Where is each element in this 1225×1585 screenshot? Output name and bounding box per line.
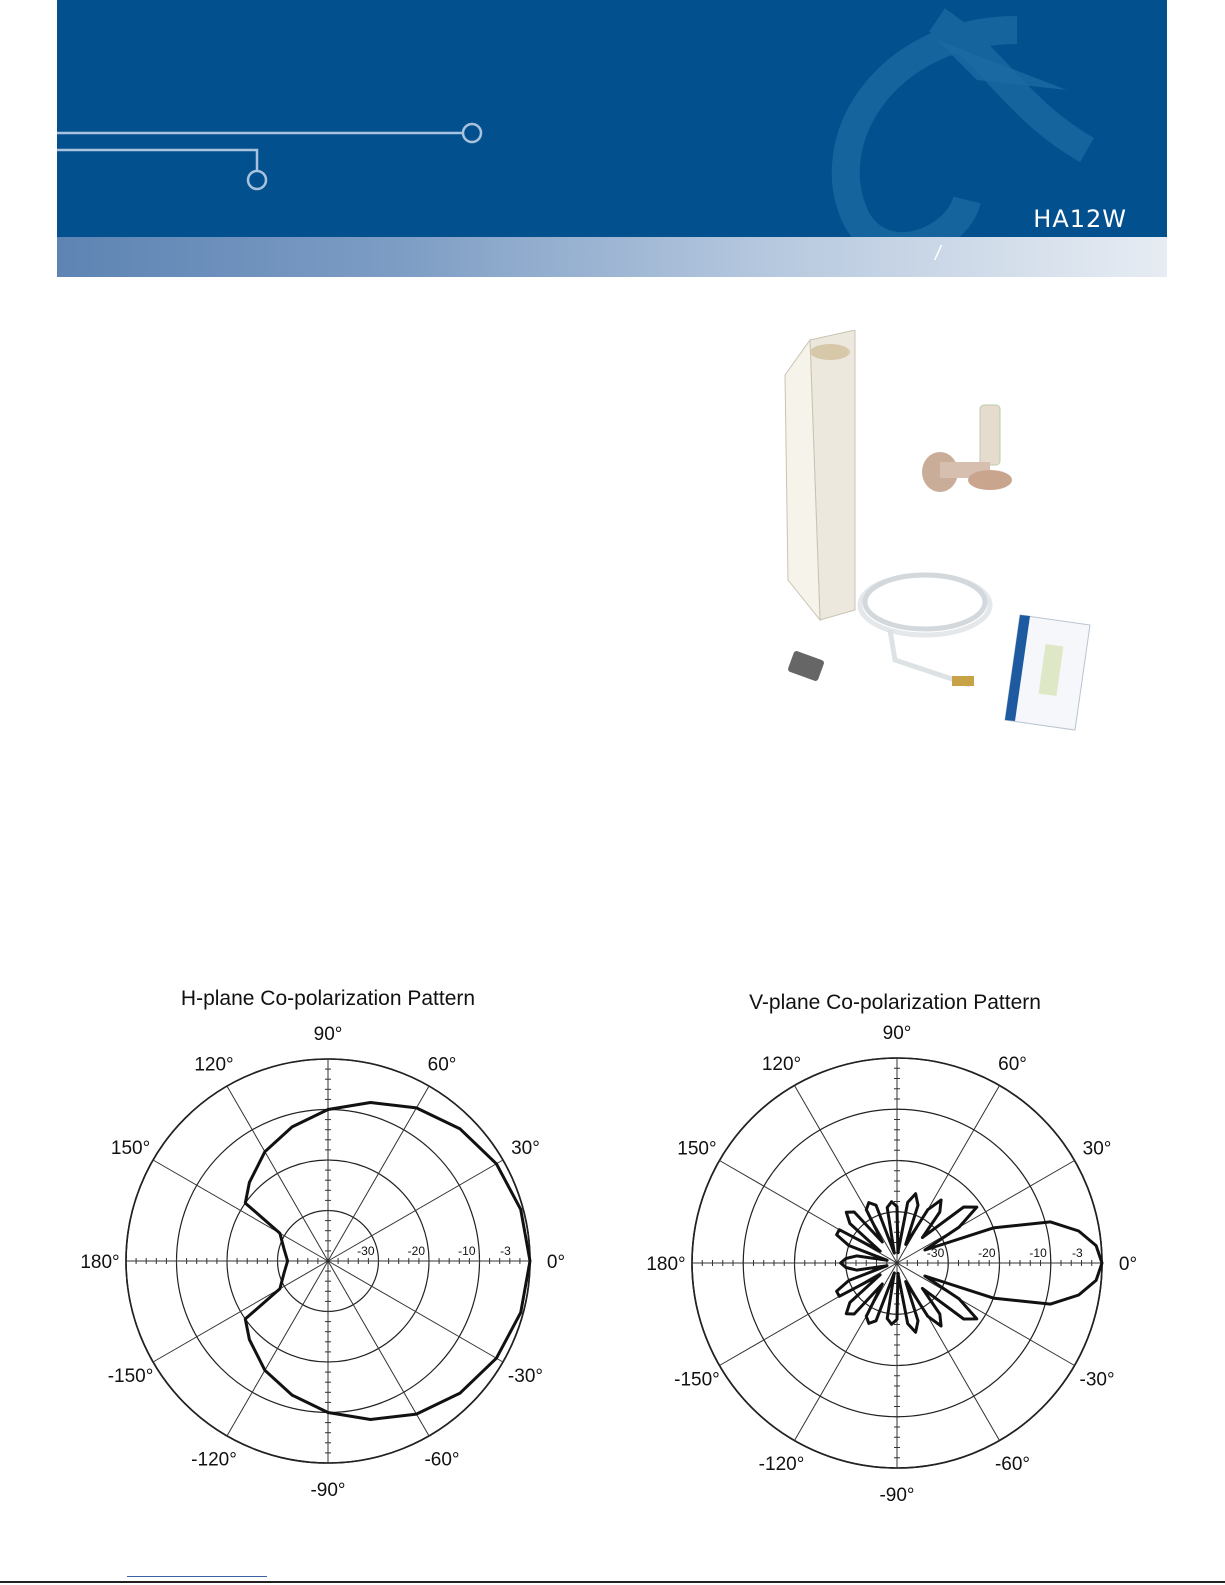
angle-label: 0°	[1118, 1254, 1138, 1275]
grid-spoke	[227, 1261, 328, 1436]
mount-bracket-shape	[922, 405, 1012, 492]
radial-label: -30	[357, 1244, 375, 1258]
antenna-kit-image	[780, 330, 1120, 750]
angle-label: -30°	[507, 1366, 543, 1387]
angle-label: -150°	[107, 1366, 154, 1387]
eagle-beak-shape	[937, 40, 1067, 90]
adapter-shape	[787, 650, 825, 682]
grid-spoke	[153, 1160, 328, 1261]
v-plane-chart-title: V-plane Co-polarization Pattern	[749, 991, 1041, 1014]
radial-label: -10	[1029, 1246, 1047, 1260]
model-number: HA12W	[1033, 205, 1127, 233]
angle-label: -120°	[758, 1454, 805, 1476]
circuit-lines	[57, 124, 481, 189]
angle-label: 60°	[427, 1054, 457, 1076]
v-plane-chart	[645, 985, 1145, 1505]
angle-label: -60°	[994, 1454, 1031, 1476]
angle-label: 120°	[194, 1054, 234, 1076]
v-plane-polar-plot	[645, 1025, 1145, 1505]
grid-spoke	[153, 1261, 328, 1362]
grid-spoke	[795, 1085, 898, 1263]
product-photo	[780, 330, 1120, 750]
angle-label: 150°	[110, 1138, 151, 1159]
grid-spoke	[328, 1261, 503, 1362]
angle-label: -60°	[424, 1449, 460, 1471]
grid-spoke	[328, 1261, 429, 1436]
radial-label: -30	[926, 1246, 945, 1260]
angle-label: 30°	[511, 1138, 540, 1159]
angle-label: 120°	[761, 1053, 802, 1075]
connector-shape	[952, 676, 974, 686]
angle-label: -90°	[879, 1485, 915, 1505]
grid-spoke	[897, 1263, 1075, 1366]
angle-label: 60°	[998, 1053, 1027, 1075]
grid-spoke	[328, 1086, 429, 1261]
h-plane-polar-plot	[78, 1025, 578, 1505]
header-decoration	[57, 0, 1167, 237]
radial-label: -20	[407, 1244, 425, 1258]
cable-coil-shape	[860, 575, 990, 685]
radial-label: -3	[500, 1244, 511, 1258]
header-gradient-band	[57, 237, 1167, 277]
radial-label: -10	[458, 1244, 476, 1258]
angle-label: 90°	[313, 1025, 343, 1045]
angle-label: -150°	[674, 1369, 720, 1391]
footer-link-underline	[127, 1576, 267, 1577]
angle-label: -30°	[1079, 1369, 1115, 1391]
radial-label: -20	[978, 1246, 996, 1260]
h-plane-chart-title: H-plane Co-polarization Pattern	[180, 987, 476, 1010]
angle-label: -120°	[191, 1449, 237, 1471]
user-manual-shape	[1005, 615, 1090, 730]
band-mark: /	[935, 243, 941, 265]
angle-label: 150°	[677, 1138, 717, 1160]
h-plane-chart	[78, 985, 578, 1505]
footer-rule	[0, 1581, 1225, 1583]
angle-label: -90°	[310, 1480, 346, 1501]
grid-spoke	[795, 1263, 898, 1441]
antenna-cap-shape	[810, 344, 850, 360]
angle-label: 30°	[1082, 1138, 1112, 1160]
grid-spoke	[227, 1086, 328, 1261]
header-banner	[57, 0, 1167, 237]
angle-label: 180°	[646, 1254, 686, 1275]
angle-label: 0°	[546, 1252, 566, 1273]
angle-label: 180°	[80, 1252, 120, 1273]
radial-label: -3	[1071, 1246, 1083, 1260]
angle-label: 90°	[882, 1025, 912, 1044]
